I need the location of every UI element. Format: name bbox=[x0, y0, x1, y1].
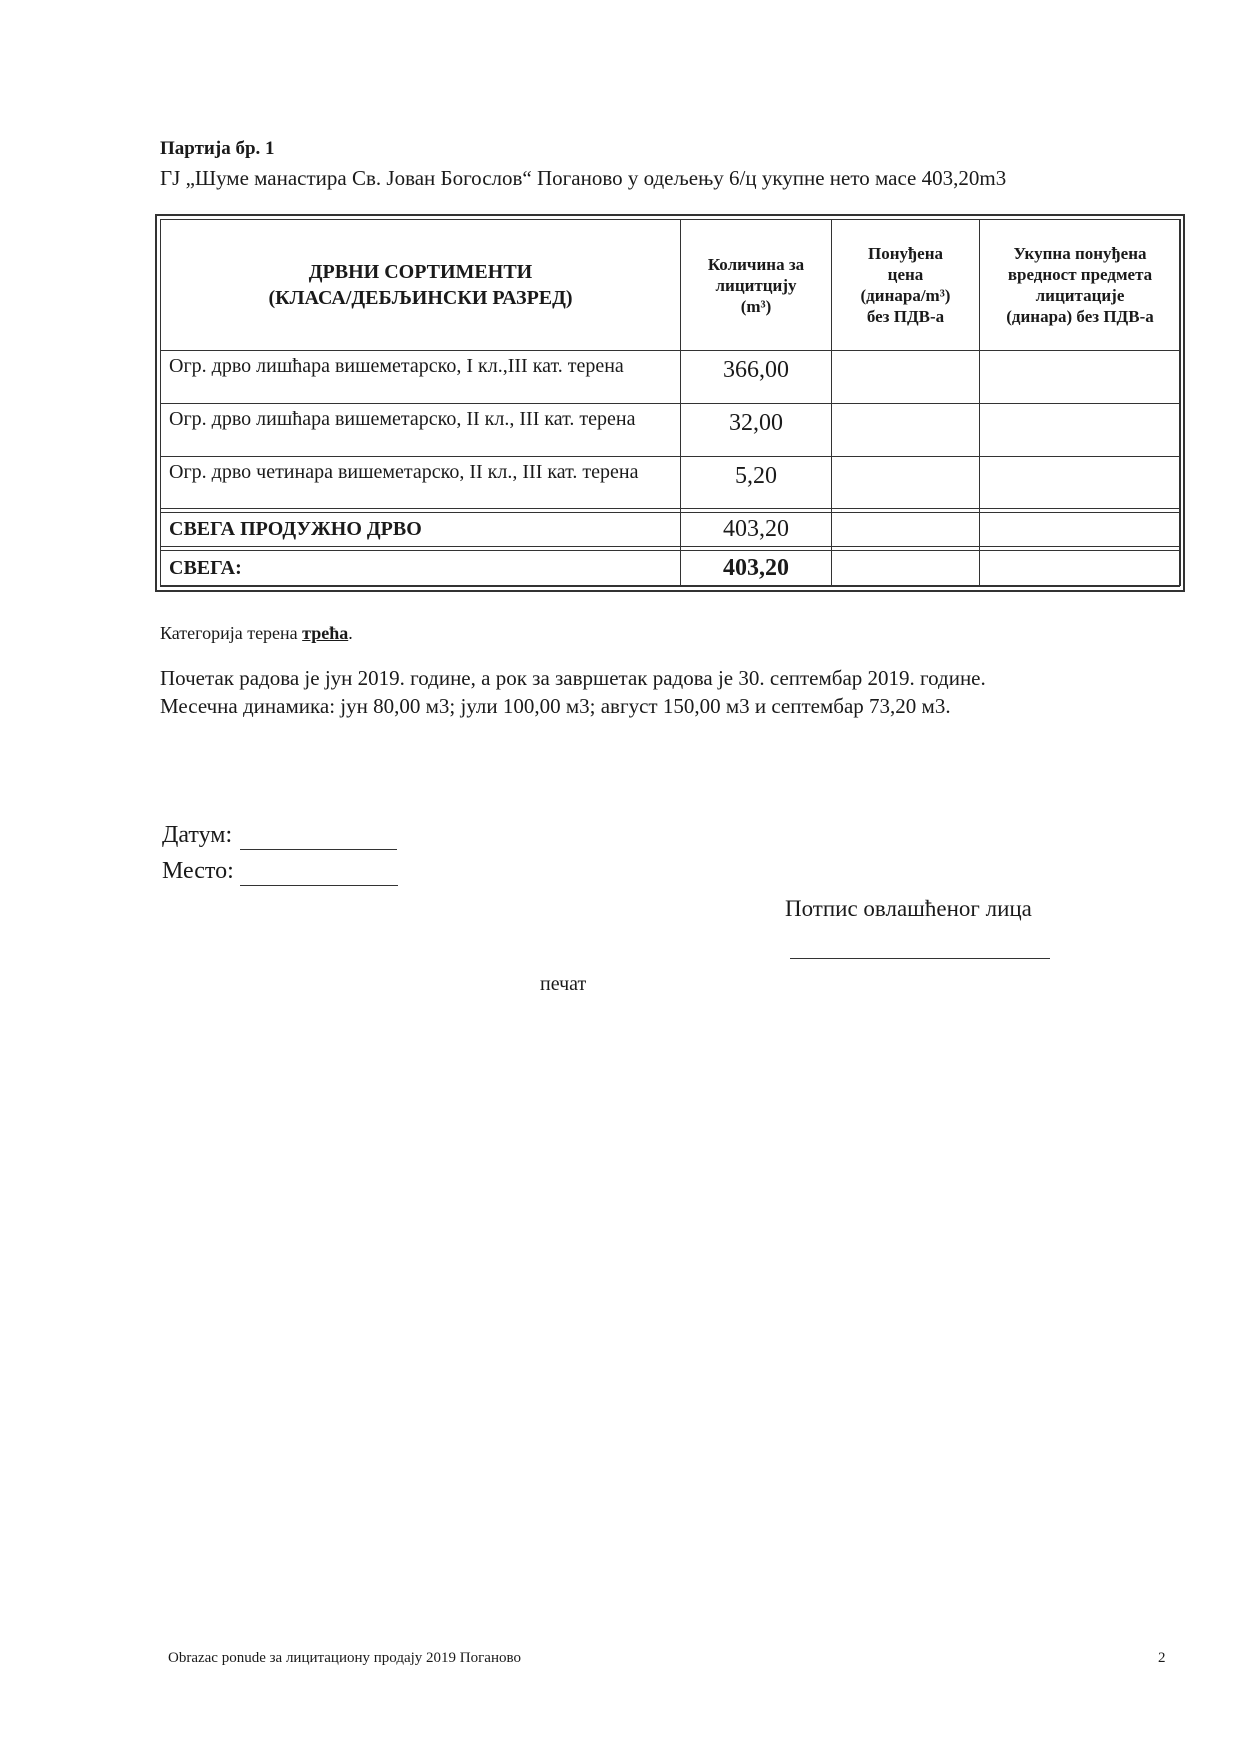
signature-line[interactable] bbox=[790, 958, 1050, 959]
row-total-cell bbox=[980, 457, 1181, 509]
subtotal-price-cell bbox=[832, 513, 980, 547]
row-description: Огр. дрво лишћара вишеметарско, I кл.,III кат. терена bbox=[161, 351, 681, 404]
assortment-table bbox=[160, 219, 1181, 586]
subtotal-label: СВЕГА ПРОДУЖНО ДРВО bbox=[161, 513, 681, 547]
column-header-total-value: Укупна понуђена вредност предмета лицитације (динара) без ПДВ-а bbox=[980, 220, 1181, 351]
row-price-cell bbox=[832, 404, 980, 457]
date-field-line[interactable] bbox=[240, 849, 397, 850]
column-header-quantity: Количина за лицитцију (m³) bbox=[681, 220, 832, 351]
table-row bbox=[161, 404, 1181, 457]
partija-subtitle: ГЈ „Шуме манастира Св. Јован Богослов“ Поганово у одељењу 6/ц укупне нето масе 403,20m3 bbox=[160, 166, 1007, 190]
row-quantity: 32,00 bbox=[681, 404, 832, 457]
table-row bbox=[161, 351, 1181, 404]
row-price-cell bbox=[832, 351, 980, 404]
row-total-cell bbox=[980, 351, 1181, 404]
page-number: 2 bbox=[1158, 1650, 1166, 1666]
row-price-cell bbox=[832, 457, 980, 509]
table-row bbox=[161, 457, 1181, 509]
row-quantity: 5,20 bbox=[681, 457, 832, 509]
row-description: Огр. дрво лишћара вишеметарско, II кл., III кат. терена bbox=[161, 404, 681, 457]
schedule-line-2: Месечна динамика: јун 80,00 м3; јули 100,00 м3; август 150,00 м3 и септембар 73,20 м3. bbox=[160, 694, 951, 718]
row-total-cell bbox=[980, 404, 1181, 457]
terrain-category-value: трећа bbox=[302, 623, 349, 643]
row-quantity: 366,00 bbox=[681, 351, 832, 404]
column-header-price: Понуђена цена (динара/m³) без ПДВ-а bbox=[832, 220, 980, 351]
subtotal-row bbox=[161, 513, 1181, 547]
terrain-category: Категорија терена трећа. bbox=[160, 623, 353, 643]
total-label: СВЕГА: bbox=[161, 551, 681, 586]
date-label: Датум: bbox=[162, 822, 233, 848]
subtotal-quantity: 403,20 bbox=[681, 513, 832, 547]
total-quantity: 403,20 bbox=[681, 551, 832, 586]
place-label: Место: bbox=[162, 858, 234, 884]
total-row bbox=[161, 551, 1181, 586]
total-total-cell bbox=[980, 551, 1181, 586]
place-field-line[interactable] bbox=[240, 885, 398, 886]
footer-text: Obrazac ponude за лицитациону продају 2019 Поганово bbox=[168, 1650, 521, 1666]
signature-label: Потпис овлашћеног лица bbox=[785, 896, 1032, 921]
subtotal-total-cell bbox=[980, 513, 1181, 547]
column-header-assortment: ДРВНИ СОРТИМЕНТИ (КЛАСА/ДЕБЉИНСКИ РАЗРЕД) bbox=[161, 220, 681, 351]
total-price-cell bbox=[832, 551, 980, 586]
table-header-row bbox=[161, 220, 1181, 351]
partija-heading: Партија бр. 1 bbox=[160, 138, 275, 159]
schedule-line-1: Почетак радова је јун 2019. године, а рок за завршетак радова је 30. септембар 2019. године. bbox=[160, 666, 986, 690]
stamp-label: печат bbox=[540, 973, 587, 995]
row-description: Огр. дрво четинара вишеметарско, II кл., III кат. терена bbox=[161, 457, 681, 509]
